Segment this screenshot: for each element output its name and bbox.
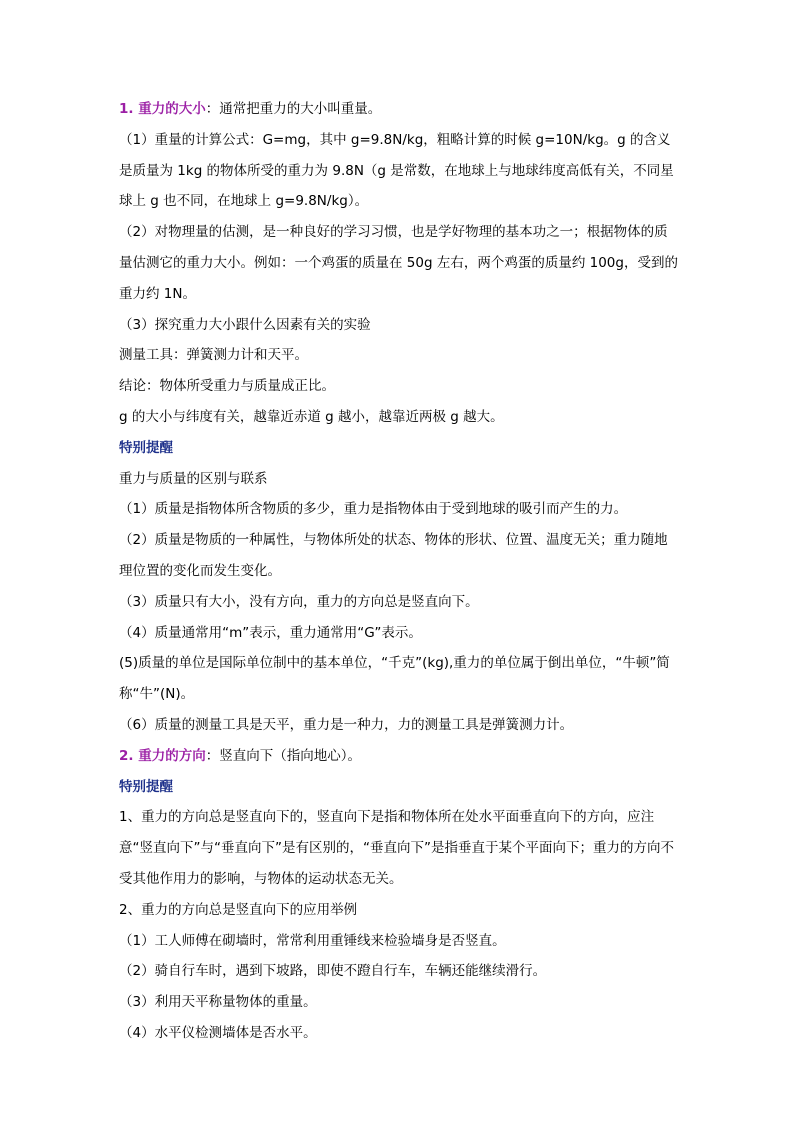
note1-item: （6）质量的测量工具是天平，重力是一种力，力的测量工具是弹簧测力计。 <box>119 716 574 733</box>
document-page <box>119 94 679 1049</box>
note1-item: （3）质量只有大小，没有方向，重力的方向总是竖直向下。 <box>119 593 479 610</box>
note2-title: 特别提醒 <box>119 778 173 795</box>
note2-item: （4）水平仪检测墙体是否水平。 <box>119 1024 317 1041</box>
section2-heading-rest: ：竖直向下（指向地心）。 <box>205 747 361 764</box>
section1-paragraph-5: 结论：物体所受重力与质量成正比。 <box>119 378 335 395</box>
note2-item: （2）骑自行车时，遇到下坡路，即使不蹬自行车，车辆还能继续滑行。 <box>119 963 547 980</box>
note1-item: （2）质量是物质的一种属性，与物体所处的状态、物体的形状、位置、温度无关；重力随地理位置的变化而发生变化。 <box>119 532 668 579</box>
section2-heading-line <box>119 741 679 772</box>
note2-item: （1）工人师傅在砌墙时，常常利用重锤线来检验墙身是否竖直。 <box>119 932 506 949</box>
note1-item: （1）质量是指物体所含物质的多少，重力是指物体由于受到地球的吸引而产生的力。 <box>119 501 628 518</box>
note2-item: （3）利用天平称量物体的重量。 <box>119 994 317 1011</box>
section1-paragraph-6: g 的大小与纬度有关，越靠近赤道 g 越小，越靠近两极 g 越大。 <box>119 408 504 425</box>
section1-paragraph-4: 测量工具：弹簧测力计和天平。 <box>119 347 308 364</box>
section1-heading: 1. 重力的大小 <box>119 101 206 117</box>
note2-paragraph-1: 1、重力的方向总是竖直向下的，竖直向下是指和物体所在处水平面垂直向下的方向，应注意“竖直向下”与“垂直向下”是有区别的，“垂直向下”是指垂直于某个平面向下；重力的方向不受其他作用力的影响，与物体的运动状态无关。 <box>119 809 674 887</box>
section1-heading-line <box>119 94 679 125</box>
section2-heading: 2. 重力的方向 <box>119 747 206 764</box>
note1-subtitle: 重力与质量的区别与联系 <box>119 470 268 487</box>
note1-title: 特别提醒 <box>119 439 173 456</box>
section1-paragraph-2: （2）对物理量的估测，是一种良好的学习习惯，也是学好物理的基本功之一；根据物体的质量估测它的重力大小。例如：一个鸡蛋的质量在 50g 左右，两个鸡蛋的质量约 100g，受到的重力约 1N。 <box>119 224 678 302</box>
note2-paragraph-2: 2、重力的方向总是竖直向下的应用举例 <box>119 901 358 918</box>
note1-item: (5)质量的单位是国际单位制中的基本单位，“千克”(kg),重力的单位属于倒出单位，“牛顿”简称“牛”(N)。 <box>119 655 670 703</box>
section1-heading-rest: ：通常把重力的大小叫重量。 <box>205 101 382 117</box>
section1-paragraph-3: （3）探究重力大小跟什么因素有关的实验 <box>119 316 371 333</box>
note1-item: （4）质量通常用“m”表示，重力通常用“G”表示。 <box>119 624 422 641</box>
section1-paragraph-1: （1）重量的计算公式：G=mg，其中 g=9.8N/kg，粗略计算的时候 g=10N/kg。g 的含义是质量为 1kg 的物体所受的重力为 9.8N（g 是常数，在地球上与地球纬度高低有关，不同星球上 g 也不同，在地球上 g=9.8N/kg）。 <box>119 131 674 210</box>
